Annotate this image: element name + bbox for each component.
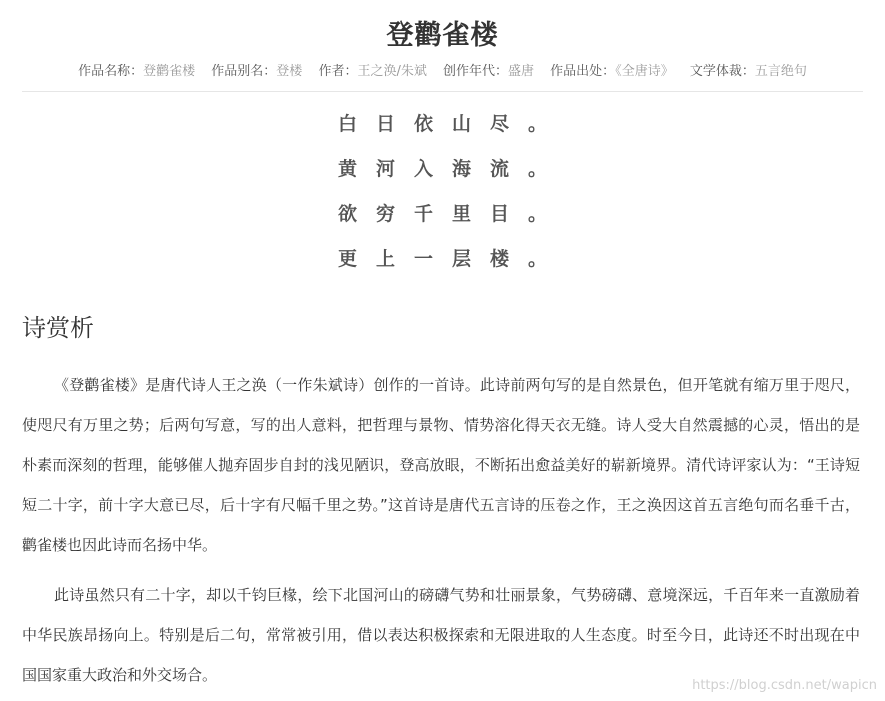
meta-item-source <box>550 62 674 82</box>
poem-line: 白日依山尽。 <box>337 113 566 135</box>
meta-value: 盛唐 <box>508 64 535 79</box>
meta-value: 五言绝句 <box>754 64 807 79</box>
appreciation-heading: 诗赏析 <box>22 314 94 342</box>
poem-line: 黄河入海流。 <box>337 158 566 180</box>
poem-line: 更上一层楼。 <box>337 248 566 270</box>
meta-value: 登鹳雀楼 <box>143 64 196 79</box>
poem-page <box>22 0 863 695</box>
meta-value: 《全唐诗》 <box>615 64 674 79</box>
meta-item-alias <box>211 62 302 82</box>
poem-body <box>22 102 863 282</box>
meta-label: 作品别名： <box>211 64 277 79</box>
meta-label: 创作年代： <box>443 64 509 79</box>
meta-item-era <box>443 62 534 82</box>
meta-label: 作者： <box>318 64 358 79</box>
meta-label: 文学体裁： <box>689 64 755 79</box>
appreciation-paragraph: 《登鹳雀楼》是唐代诗人王之涣（一作朱斌诗）创作的一首诗。此诗前两句写的是自然景色，但开笔就有缩万里于咫尺，使咫尺有万里之势；后两句写意，写的出人意料，把哲理与景物、情势溶化得天衣无缝。诗人受大自然震撼的心灵，悟出的是朴素而深刻的哲理，能够催人抛弃固步自封的浅见陋识，登高放眼，不断拓出愈益美好的崭新境界。清代诗评家认为：“王诗短短二十字，前十字大意已尽，后十字有尺幅千里之势。”这首诗是唐代五言诗的压卷之作，王之涣因这首五言绝句而名垂千古，鹳雀楼也因此诗而名扬中华。 <box>22 375 860 554</box>
meta-value: 登楼 <box>276 64 303 79</box>
poem-metadata <box>22 62 863 82</box>
poem-line: 欲穷千里目。 <box>337 203 566 225</box>
watermark: https://blog.csdn.net/wapicn <box>692 678 877 693</box>
meta-value: 王之涣/朱斌 <box>357 64 427 79</box>
appreciation-paragraph: 此诗虽然只有二十字，却以千钧巨椽，绘下北国河山的磅礴气势和壮丽景象，气势磅礴、意境深远，千百年来一直激励着中华民族昂扬向上。特别是后二句，常常被引用，借以表达积极探索和无限进取的人生态度。时至今日，此诗还不时出现在中国国家重大政治和外交场合。 <box>22 585 860 684</box>
meta-item-author <box>318 62 426 82</box>
meta-label: 作品出处： <box>550 64 616 79</box>
meta-item-genre <box>690 62 807 82</box>
meta-label: 作品名称： <box>78 64 144 79</box>
meta-item-name <box>78 62 195 82</box>
page-title: 登鹳雀楼 <box>386 20 499 51</box>
header-divider <box>22 91 863 92</box>
